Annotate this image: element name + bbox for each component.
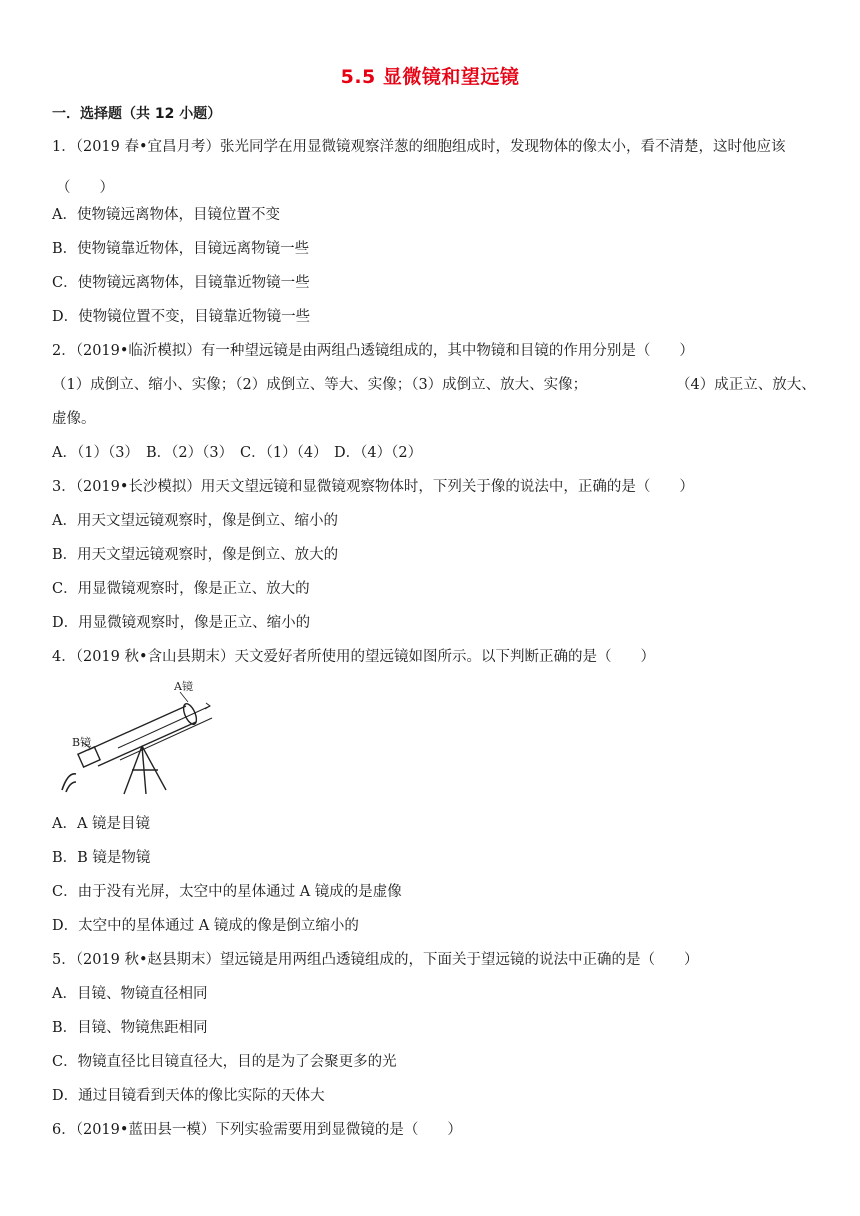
question-5-stem: 5．（2019 秋•赵县期末）望远镜是用两组凸透镜组成的，下面关于望远镜的说法中正确的是（ ）: [52, 952, 699, 968]
question-3-option-b: B．用天文望远镜观察时，像是倒立、放大的: [52, 547, 339, 563]
question-1-option-d: D．使物镜位置不变，目镜靠近物镜一些: [52, 309, 311, 325]
question-3-option-a: A．用天文望远镜观察时，像是倒立、缩小的: [52, 513, 338, 529]
question-2-stem: 2．（2019•临沂模拟）有一种望远镜是由两组凸透镜组成的，其中物镜和目镜的作用分别是（ ）: [52, 343, 694, 359]
question-4-option-a: A．A 镜是目镜: [52, 816, 151, 832]
question-5-option-b: B．目镜、物镜焦距相同: [52, 1020, 208, 1036]
figure-label-a: A镜: [174, 680, 193, 693]
telescope-figure: [58, 678, 228, 798]
question-5-option-d: D．通过目镜看到天体的像比实际的天体大: [52, 1088, 325, 1104]
page-title: 5.5 显微镜和望远镜: [340, 66, 520, 88]
question-2-options: [52, 443, 422, 463]
question-1-stem: 1．（2019 春•宜昌月考）张光同学在用显微镜观察洋葱的细胞组成时，发现物体的像太小，看不清楚，这时他应该: [52, 139, 786, 155]
question-4-stem: 4．（2019 秋•含山县期末）天文爱好者所使用的望远镜如图所示。以下判断正确的是（ ）: [52, 649, 656, 665]
question-6-stem: 6．（2019•蓝田县一模）下列实验需要用到显微镜的是（ ）: [52, 1122, 462, 1138]
question-1-option-a: A．使物镜远离物体，目镜位置不变: [52, 207, 280, 223]
question-1-blank: （ ）: [56, 180, 114, 196]
question-2-option-b: B．（2）（3）: [146, 445, 234, 461]
figure-label-b: B镜: [72, 736, 92, 749]
question-4-option-d: D．太空中的星体通过 A 镜成的像是倒立缩小的: [52, 918, 359, 934]
question-3-option-d: D．用显微镜观察时，像是正立、缩小的: [52, 615, 311, 631]
question-5-option-c: C．物镜直径比目镜直径大，目的是为了会聚更多的光: [52, 1054, 397, 1070]
question-4-option-b: B．B 镜是物镜: [52, 850, 151, 866]
question-5-option-a: A．目镜、物镜直径相同: [52, 986, 208, 1002]
question-2-option-c: C．（1）（4）: [240, 445, 328, 461]
question-1-option-b: B．使物镜靠近物体，目镜远离物镜一些: [52, 241, 310, 257]
question-2-option-d: D．（4）（2）: [334, 445, 423, 461]
question-2-items-c: 虚像。: [52, 411, 96, 427]
question-2-items-b: （4）成正立、放大、: [676, 377, 816, 393]
question-1-option-c: C．使物镜远离物体，目镜靠近物镜一些: [52, 275, 310, 291]
section-heading: 一．选择题（共 12 小题）: [52, 106, 222, 122]
question-3-stem: 3．（2019•长沙模拟）用天文望远镜和显微镜观察物体时，下列关于像的说法中，正确的是（ ）: [52, 479, 694, 495]
question-2-items-a: （1）成倒立、缩小、实像；（2）成倒立、等大、实像；（3）成倒立、放大、实像；: [52, 377, 588, 393]
question-2-option-a: A．（1）（3）: [52, 445, 139, 461]
question-3-option-c: C．用显微镜观察时，像是正立、放大的: [52, 581, 310, 597]
question-4-option-c: C．由于没有光屏，太空中的星体通过 A 镜成的是虚像: [52, 884, 402, 900]
